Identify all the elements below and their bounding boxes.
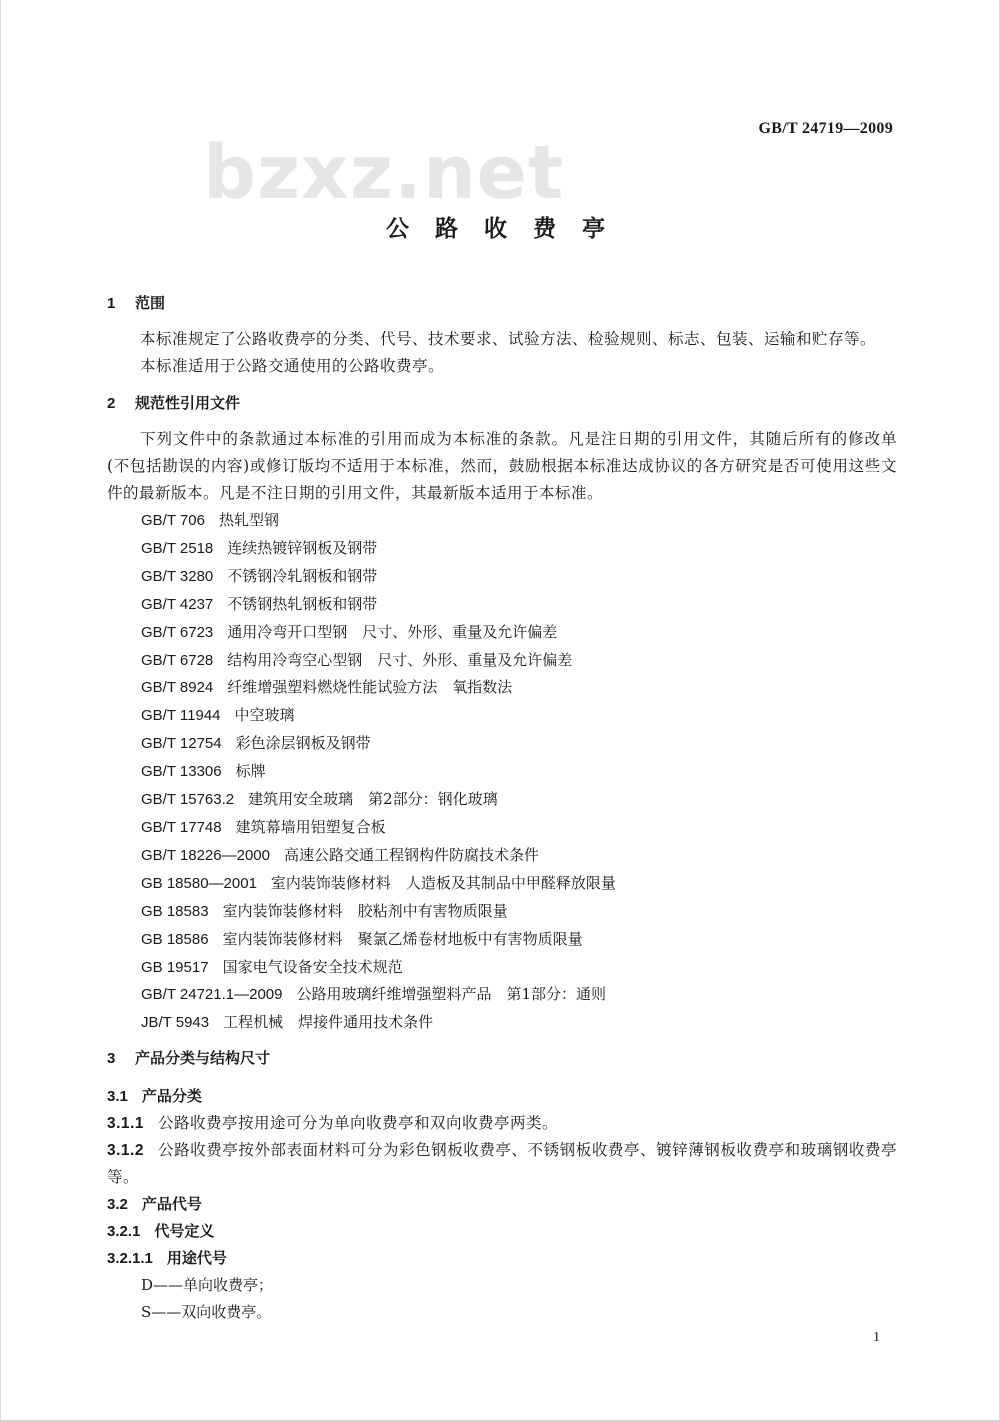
section-number: 2 <box>107 395 116 412</box>
reference-title: 标牌 <box>235 762 266 781</box>
reference-item <box>107 870 897 898</box>
subsection-number: 3.2.1.1 <box>107 1250 153 1268</box>
reference-item <box>107 535 897 563</box>
clause-number: 3.1.2 <box>107 1142 144 1160</box>
reference-code: GB/T 24721.1—2009 <box>141 986 283 1004</box>
reference-title: 彩色涂层钢板及钢带 <box>235 734 371 753</box>
reference-title: 国家电气设备安全技术规范 <box>222 957 403 976</box>
reference-item <box>107 591 897 619</box>
reference-item <box>107 730 897 758</box>
page-number: 1 <box>873 1330 880 1345</box>
reference-code: GB 19517 <box>141 958 209 976</box>
reference-code: GB/T 2518 <box>141 539 214 557</box>
reference-list <box>107 507 897 1037</box>
reference-code: GB/T 6728 <box>141 651 214 669</box>
subsection-number: 3.2.1 <box>107 1223 141 1241</box>
reference-title: 室内装饰装修材料 胶粘剂中有害物质限量 <box>222 901 508 920</box>
reference-item <box>107 619 897 647</box>
reference-title: 结构用冷弯空心型钢 尺寸、外形、重量及允许偏差 <box>227 650 573 669</box>
reference-code: GB/T 3280 <box>141 567 214 585</box>
clause-text: 公路收费亭按外部表面材料可分为彩色钢板收费亭、不锈钢板收费亭、镀锌薄钢板收费亭和玻璃钢收费亭等。 <box>107 1141 897 1187</box>
subsection-number: 3.1 <box>107 1088 128 1106</box>
reference-title: 不锈钢热轧钢板和钢带 <box>227 594 378 613</box>
reference-code: GB 18580—2001 <box>141 874 257 892</box>
reference-item <box>107 981 897 1009</box>
reference-title: 高速公路交通工程钢构件防腐技术条件 <box>283 845 539 864</box>
reference-item <box>107 786 897 814</box>
clause-3-1-1 <box>107 1110 897 1137</box>
section-number: 1 <box>107 295 116 312</box>
reference-item <box>107 647 897 675</box>
reference-title: 建筑用安全玻璃 第2部分：钢化玻璃 <box>248 790 498 809</box>
reference-title: 室内装饰装修材料 人造板及其制品中甲醛释放限量 <box>270 873 616 892</box>
reference-title: 热轧型钢 <box>218 511 279 529</box>
reference-title: 不锈钢冷轧钢板和钢带 <box>227 566 378 585</box>
reference-item <box>107 842 897 870</box>
section-1-heading <box>107 292 897 315</box>
reference-code: GB 18586 <box>141 930 209 948</box>
subsection-title: 产品代号 <box>141 1195 202 1214</box>
reference-code: GB/T 706 <box>141 512 205 529</box>
section-3-heading <box>107 1047 897 1070</box>
subsection-number: 3.2 <box>107 1196 128 1214</box>
clause-number: 3.1.1 <box>107 1115 144 1133</box>
reference-item <box>107 507 897 535</box>
watermark: bzxz.net <box>203 130 565 216</box>
reference-title: 建筑幕墙用铝塑复合板 <box>235 817 386 836</box>
section-number: 3 <box>107 1050 116 1068</box>
reference-title: 纤维增强塑料燃烧性能试验方法 氧指数法 <box>227 678 513 697</box>
section-2-heading <box>107 392 897 415</box>
reference-title: 连续热镀锌钢板及钢带 <box>227 538 378 557</box>
reference-title: 工程机械 焊接件通用技术条件 <box>223 1013 434 1032</box>
section-title: 范围 <box>135 294 166 312</box>
document-body <box>107 292 897 1326</box>
reference-item <box>107 702 897 730</box>
reference-code: GB 18583 <box>141 902 209 920</box>
reference-item <box>107 926 897 954</box>
code-definition-d: D——单向收费亭； <box>141 1276 274 1295</box>
scope-paragraph-2: 本标准适用于公路交通使用的公路收费亭。 <box>140 357 445 375</box>
reference-item <box>107 814 897 842</box>
reference-item <box>107 563 897 591</box>
reference-item <box>107 674 897 702</box>
reference-code: GB/T 6723 <box>141 623 214 641</box>
document-title: 公 路 收 费 亭 <box>385 216 615 242</box>
reference-title: 通用冷弯开口型钢 尺寸、外形、重量及允许偏差 <box>227 622 558 641</box>
subsection-3-2-1-1 <box>107 1245 897 1272</box>
scope-paragraph-1: 本标准规定了公路收费亭的分类、代号、技术要求、试验方法、检验规则、标志、包装、运输和贮存等。 <box>140 330 877 348</box>
reference-code: GB/T 4237 <box>141 595 214 613</box>
section-title: 产品分类与结构尺寸 <box>135 1049 271 1068</box>
subsection-title: 代号定义 <box>154 1222 215 1241</box>
reference-code: GB/T 8924 <box>141 679 214 697</box>
reference-item <box>107 758 897 786</box>
reference-item <box>107 1009 897 1037</box>
reference-item <box>107 954 897 982</box>
reference-title: 室内装饰装修材料 聚氯乙烯卷材地板中有害物质限量 <box>222 929 583 948</box>
subsection-title: 用途代号 <box>166 1249 227 1268</box>
reference-code: GB/T 15763.2 <box>141 791 235 809</box>
clause-3-1-2 <box>107 1137 897 1191</box>
reference-title: 中空玻璃 <box>234 706 295 725</box>
reference-code: JB/T 5943 <box>141 1014 210 1032</box>
reference-code: GB/T 12754 <box>141 735 222 753</box>
reference-code: GB/T 11944 <box>141 707 221 725</box>
clause-text: 公路收费亭按用途可分为单向收费亭和双向收费亭两类。 <box>157 1114 558 1133</box>
subsection-3-1 <box>107 1083 897 1110</box>
reference-code: GB/T 17748 <box>141 818 222 836</box>
subsection-title: 产品分类 <box>141 1087 202 1106</box>
code-definition-s: S——双向收费亭。 <box>141 1303 272 1322</box>
reference-title: 公路用玻璃纤维增强塑料产品 第1部分：通则 <box>296 985 607 1004</box>
references-intro: 下列文件中的条款通过本标准的引用而成为本标准的条款。凡是注日期的引用文件，其随后所有的修改单(不包括勘误的内容)或修订版均不适用于本标准，然而，鼓励根据本标准达成协议的各方研究是否可使用这些文件的最新版本。凡是不注日期的引用文件，其最新版本适用于本标准。 <box>107 430 897 502</box>
standard-code: GB/T 24719—2009 <box>758 120 893 137</box>
reference-item <box>107 898 897 926</box>
subsection-3-2 <box>107 1191 897 1218</box>
reference-code: GB/T 18226—2000 <box>141 846 270 864</box>
subsection-3-2-1 <box>107 1218 897 1245</box>
reference-code: GB/T 13306 <box>141 763 222 781</box>
section-title: 规范性引用文件 <box>135 394 241 412</box>
